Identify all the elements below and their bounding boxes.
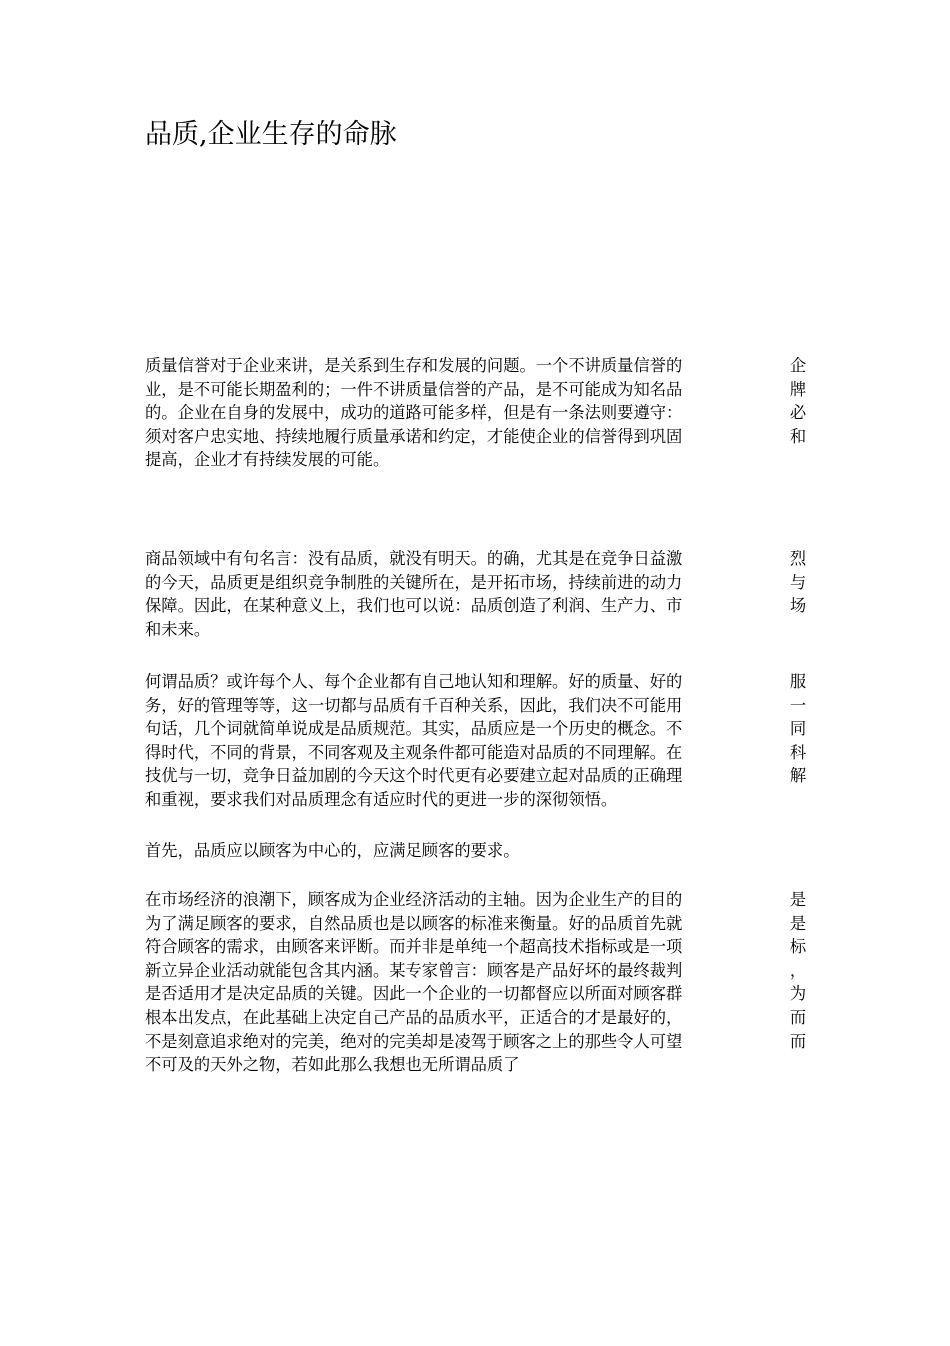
text-line: 是否适用才是决定品质的关键。因此一个企业的一切都督应以所面对顾客群 <box>145 984 683 1004</box>
text-line: 新立异企业活动就能包含其内涵。某专家曾言：顾客是产品好坏的最终裁判 <box>145 960 683 980</box>
text-line: 质量信誉对于企业来讲，是关系到生存和发展的问题。一个不讲质量信誉的 <box>145 356 683 375</box>
paragraph-quality-reputation <box>145 354 745 472</box>
side-char: 企 <box>789 356 807 375</box>
side-char: 场 <box>789 596 807 616</box>
side-char: 烈 <box>789 549 807 568</box>
side-char: ， <box>789 960 807 980</box>
text-line: 须对客户忠实地、持续地履行质量承诺和约定，才能使企业的信誉得到巩固 <box>145 426 683 446</box>
text-line: 和重视，要求我们对品质理念有适应时代的更进一步的深彻领悟。 <box>145 789 618 809</box>
text-line: 句话，几个词就简单说成是品质规范。其实，品质应是一个历史的概念。不 <box>145 719 683 739</box>
text-line: 商品领域中有句名言：没有品质，就没有明天。的确，尤其是在竞争日益激 <box>145 549 683 568</box>
side-char: 标 <box>789 937 807 957</box>
side-char: 是 <box>789 913 807 933</box>
text-line: 提高，企业才有持续发展的可能。 <box>145 450 390 470</box>
side-char: 而 <box>789 1007 807 1027</box>
text-line: 的。企业在自身的发展中，成功的道路可能多样，但是有一条法则要遵守： <box>145 403 683 423</box>
text-line: 根本出发点，在此基础上决定自己产品的品质水平，正适合的才是最好的， <box>145 1007 683 1027</box>
side-char: 与 <box>789 572 807 592</box>
side-char: 科 <box>789 742 807 762</box>
text-line: 符合顾客的需求，由顾客来评断。而并非是单纯一个超高技术指标或是一项 <box>145 937 683 957</box>
side-char: 服 <box>789 672 807 691</box>
side-char: 而 <box>789 1031 807 1051</box>
paragraph-first-customer <box>145 839 745 863</box>
side-char: 同 <box>789 719 807 739</box>
text-line: 务，好的管理等等，这一切都与品质有千百种关系，因此，我们决不可能用 <box>145 695 683 715</box>
text-line: 不可及的天外之物，若如此那么我想也无所谓品质了 <box>145 1055 520 1075</box>
side-char: 解 <box>789 766 807 786</box>
side-char: 和 <box>789 426 807 446</box>
side-char: 牌 <box>789 379 807 399</box>
text-line: 得时代，不同的背景，不同客观及主观条件都可能造对品质的不同理解。在 <box>145 742 683 762</box>
text-line: 保障。因此，在某种意义上，我们也可以说：品质创造了利润、生产力、市 <box>145 596 683 616</box>
paragraph-market-economy <box>145 888 745 1077</box>
text-line: 的今天，品质更是组织竞争制胜的关键所在，是开拓市场，持续前进的动力 <box>145 572 683 592</box>
side-column-5 <box>786 888 810 1053</box>
side-char: 是 <box>789 890 807 909</box>
text-line: 为了满足顾客的要求，自然品质也是以顾客的标准来衡量。好的品质首先就 <box>145 913 683 933</box>
text-line: 首先，品质应以顾客为中心的，应满足顾客的要求。 <box>145 841 520 860</box>
side-char: 一 <box>789 695 807 715</box>
text-line: 何谓品质？或许每个人、每个企业都有自己地认知和理解。好的质量、好的 <box>145 672 683 691</box>
text-line: 在市场经济的浪潮下，顾客成为企业经济活动的主轴。因为企业生产的目的 <box>145 890 683 909</box>
text-line: 业，是不可能长期盈利的；一件不讲质量信誉的产品，是不可能成为知名品 <box>145 379 683 399</box>
side-char: 必 <box>789 403 807 423</box>
side-column-1 <box>786 354 810 448</box>
text-line: 技优与一切，竞争日益加剧的今天这个时代更有必要建立起对品质的正确理 <box>145 766 683 786</box>
paragraph-famous-saying <box>145 547 745 641</box>
document-title: 品质,企业生存的命脉 <box>145 119 397 150</box>
side-column-2 <box>786 547 810 618</box>
side-column-3 <box>786 670 810 788</box>
text-line: 和未来。 <box>145 619 211 639</box>
paragraph-what-is-quality <box>145 670 745 812</box>
side-char: 为 <box>789 984 807 1004</box>
text-line: 不是刻意追求绝对的完美，绝对的完美却是凌驾于顾客之上的那些令人可望 <box>145 1031 683 1051</box>
